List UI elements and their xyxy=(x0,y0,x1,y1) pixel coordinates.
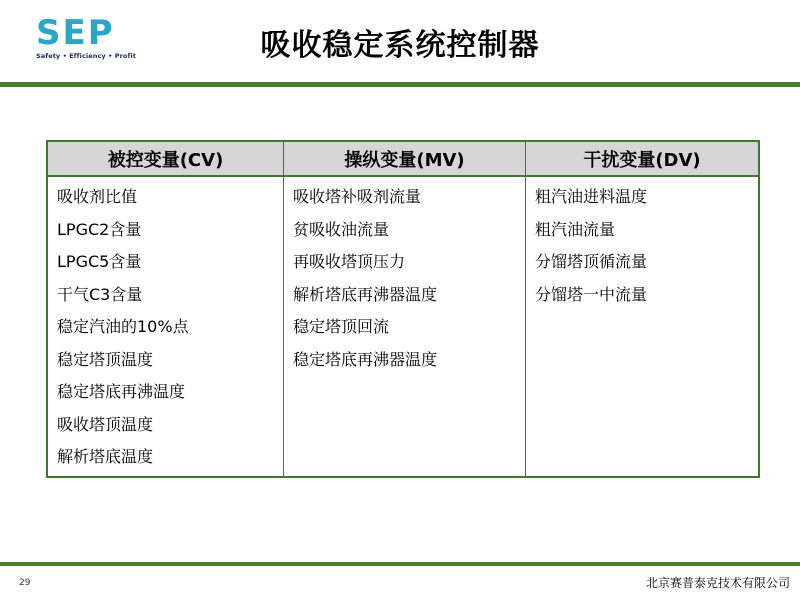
list-item: 吸收塔补吸剂流量 xyxy=(293,187,422,206)
list-item: 分馏塔顶循流量 xyxy=(535,252,648,271)
logo-text: SEP xyxy=(36,16,115,50)
header-dv: 干扰变量(DV) xyxy=(526,141,760,176)
list-item: LPGC5含量 xyxy=(57,252,142,271)
list-item: 解析塔底再沸器温度 xyxy=(293,284,438,304)
list-item: 稳定汽油的10%点 xyxy=(57,317,189,336)
list-item: 吸收剂比值 xyxy=(57,187,138,206)
list-item: 稳定塔底再沸器温度 xyxy=(293,349,438,369)
page-number: 29 xyxy=(19,578,31,588)
list-item: 粗汽油进料温度 xyxy=(535,187,648,206)
page-title: 吸收稳定系统控制器 xyxy=(260,28,540,63)
table-header-row xyxy=(47,141,759,176)
list-item: 稳定塔顶回流 xyxy=(293,317,390,336)
list-item: 分馏塔一中流量 xyxy=(535,284,648,304)
list-item: 干气C3含量 xyxy=(57,284,143,304)
list-item: 贫吸收油流量 xyxy=(293,219,390,239)
table-body-row xyxy=(47,176,759,477)
header-cv: 被控变量(CV) xyxy=(47,141,284,176)
mv-column xyxy=(284,176,526,477)
header-mv: 操纵变量(MV) xyxy=(284,141,526,176)
list-item: 稳定塔顶温度 xyxy=(57,349,154,369)
dv-column xyxy=(526,176,760,477)
company-name: 北京赛普泰克技术有限公司 xyxy=(645,576,790,590)
bottom-divider xyxy=(0,562,800,566)
controller-variable-table xyxy=(46,140,760,478)
sep-logo-mark xyxy=(34,16,134,50)
top-divider xyxy=(0,82,800,87)
list-item: 吸收塔顶温度 xyxy=(57,414,154,434)
list-item: LPGC2含量 xyxy=(57,219,142,239)
list-item: 稳定塔底再沸温度 xyxy=(57,382,186,401)
logo-tagline: Safety • Efficiency • Profit xyxy=(36,52,136,60)
cv-column xyxy=(47,176,284,477)
list-item: 粗汽油流量 xyxy=(535,219,616,239)
list-item: 解析塔底温度 xyxy=(57,447,154,466)
list-item: 再吸收塔顶压力 xyxy=(293,252,406,271)
sep-logo xyxy=(34,16,146,66)
